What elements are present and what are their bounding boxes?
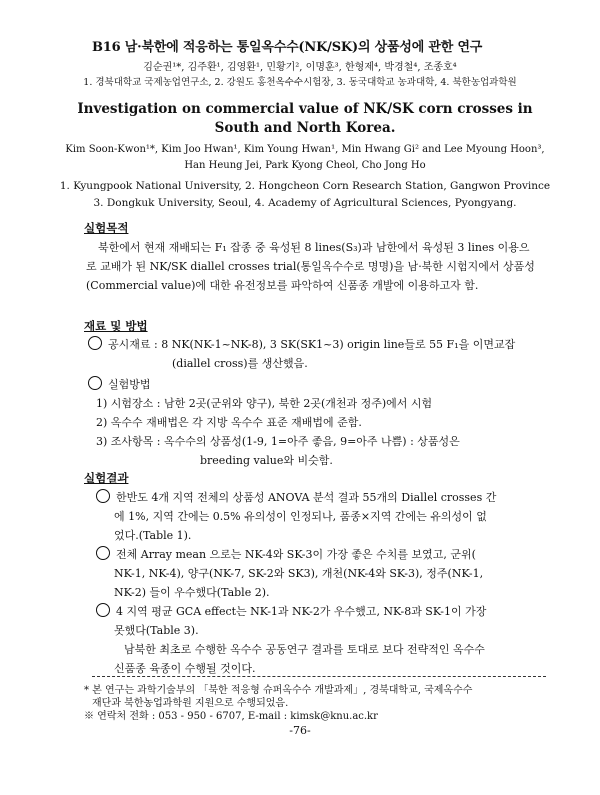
result-1-line-3: 었다.(Table 1). <box>114 529 192 542</box>
result-3-text-1: 4 지역 평균 GCA effect는 NK-1과 NK-2가 우수했고, NK-8과 SK-1이 가장 <box>116 605 487 618</box>
footnote-funding-line-1: * 본 연구는 과학기술부의 「북한 적응형 슈퍼옥수수 개발과제」, 경북대학교, 국제옥수수 <box>84 685 473 696</box>
english-title: Investigation on commercial value of NK/SK corn crosses in South and North Korea. <box>77 101 533 136</box>
result-1-text-1: 한반도 4개 지역 전체의 상품성 ANOVA 분석 결과 55개의 Diallel crosses 간 <box>116 491 497 504</box>
bullet-circle-icon <box>96 489 110 503</box>
methods-heading: 재료 및 방법 <box>84 319 148 333</box>
method-step-3-line-2: breeding value와 비슷함. <box>200 454 333 467</box>
result-2-line-1 <box>96 546 476 562</box>
conclusion-line-1: 남북한 최초로 수행한 옥수수 공동연구 결과를 토대로 보다 전략적인 옥수수 <box>124 643 485 656</box>
korean-title: B16 남·북한에 적응하는 통일옥수수(NK/SK)의 상품성에 관한 연구 <box>92 40 483 55</box>
page-number: -76- <box>289 724 311 737</box>
bullet-circle-icon <box>88 376 102 390</box>
method-step-2: 2) 옥수수 재배법은 각 지방 옥수수 표준 재배법에 준함. <box>96 416 362 429</box>
result-1-line-1 <box>96 489 496 505</box>
material-text-1: 공시재료 : 8 NK(NK-1~NK-8), 3 SK(SK1~3) origin line들로 55 F₁을 이면교잡 <box>108 338 516 351</box>
material-line-2: (diallel cross)를 생산했음. <box>172 357 308 370</box>
result-3-line-2: 못했다(Table 3). <box>114 624 199 637</box>
korean-affiliations: 1. 경북대학교 국제농업연구소, 2. 강원도 홍천옥수수시험장, 3. 동국대학교 농과대학, 4. 북한농업과학원 <box>83 77 517 88</box>
affiliation-line-1: 1. Kyungpook National University, 2. Hongcheon Corn Research Station, Gangwon Province <box>59 180 551 192</box>
bullet-circle-icon <box>96 603 110 617</box>
method-step-3-line-1: 3) 조사항목 : 옥수수의 상품성(1-9, 1=아주 좋음, 9=아주 나쁨) : 상품성은 <box>96 435 460 448</box>
footnote-divider <box>92 676 546 677</box>
affiliation-line-2: 3. Dongkuk University, Seoul, 4. Academy of Agricultural Sciences, Pyongyang. <box>93 197 517 209</box>
method-step-1: 1) 시험장소 : 남한 2곳(군위와 양구), 북한 2곳(개천과 정주)에서 시험 <box>96 397 433 410</box>
material-line-1 <box>88 336 515 352</box>
purpose-text: 북한에서 현재 재배되는 F₁ 잡종 중 육성된 8 lines(S₃)과 남한에서 육성된 3 lines 이용으로 교배가 된 NK/SK diallel crosses trial(통일옥수수로 명명)을 남·북한 시험지에서 상품성(Commercial value)에 대한 유전정보를 파악하여 신품종 개발에 이용하고자 함. <box>86 241 535 292</box>
result-2-text-1: 전체 Array mean 으로는 NK-4와 SK-3이 가장 좋은 수치를 보였고, 군위( <box>116 548 476 561</box>
method-title <box>88 376 151 392</box>
result-1-line-2: 에 1%, 지역 간에는 0.5% 유의성이 인정되나, 품종×지역 간에는 유의성이 없 <box>114 510 487 523</box>
results-heading: 실험결과 <box>84 471 129 485</box>
english-affiliations <box>40 178 570 212</box>
method-title-text: 실험방법 <box>108 378 151 391</box>
result-2-line-3: NK-2) 들이 우수했다(Table 2). <box>114 586 270 599</box>
conclusion-line-2: 신품종 육종이 수행될 것이다. <box>114 662 256 675</box>
result-2-line-2: NK-1, NK-4), 양구(NK-7, SK-2와 SK3), 개천(NK-4와 SK-3), 정주(NK-1, <box>114 567 484 580</box>
korean-authors: 김순권¹*, 김주환¹, 김영환¹, 민황기², 이명훈³, 한형제⁴, 박경철⁴, 조종호⁴ <box>143 62 457 73</box>
purpose-heading: 실험목적 <box>84 221 129 235</box>
bullet-circle-icon <box>96 546 110 560</box>
english-authors: Kim Soon-Kwon¹*, Kim Joo Hwan¹, Kim Young Hwan¹, Min Hwang Gi² and Lee Myoung Hoon³, Han Heung Jei, Park Kyong Cheol, Cho Jong Ho <box>65 144 545 171</box>
footnote-funding-line-2: 재단과 북한농업과학원 지원으로 수행되었음. <box>92 698 289 709</box>
result-3-line-1 <box>96 603 486 619</box>
bullet-circle-icon <box>88 336 102 350</box>
footnote-contact: ※ 연락처 전화 : 053 - 950 - 6707, E-mail : kimsk@knu.ac.kr <box>84 711 378 722</box>
